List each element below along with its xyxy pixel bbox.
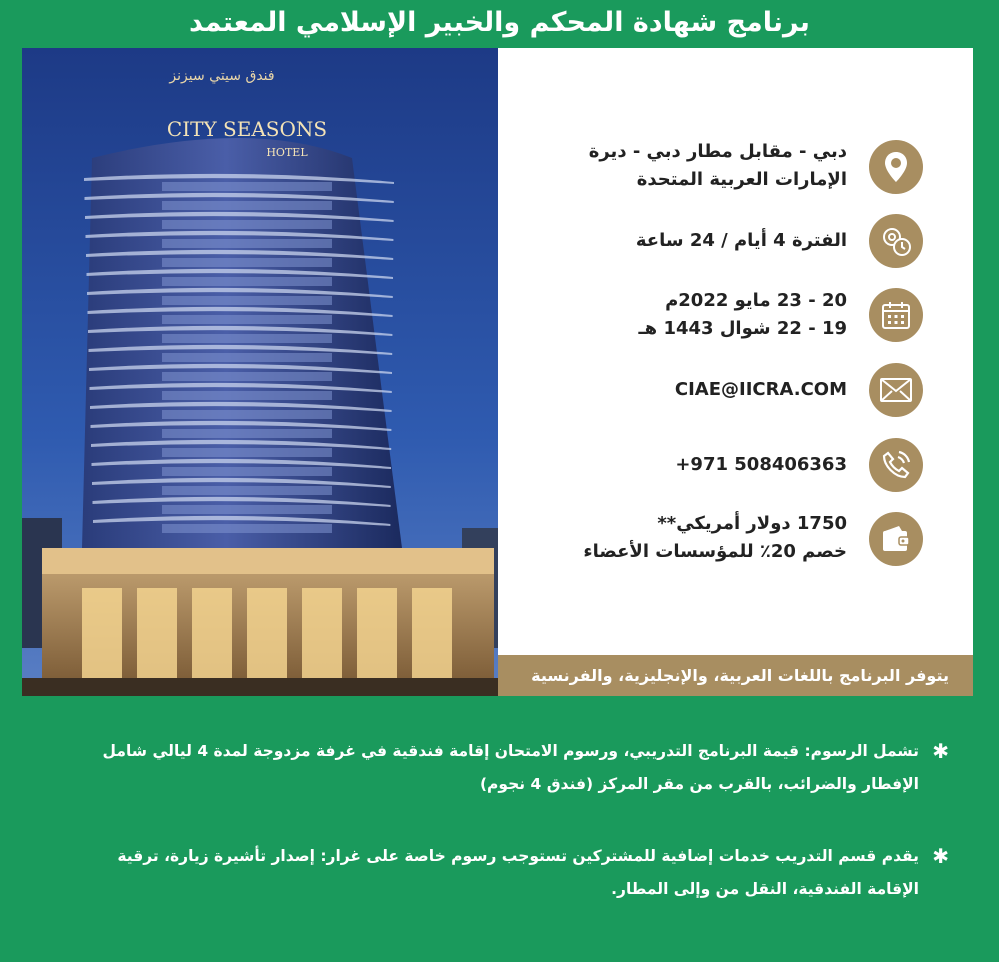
duration-text: الفترة 4 أيام / 24 ساعة xyxy=(635,230,847,251)
sign-arabic: فندق سيتي سيزنز xyxy=(169,68,275,84)
asterisk-icon: ✱ xyxy=(932,844,949,868)
location-pin-icon xyxy=(869,140,923,194)
fee-discount: خصم 20٪ للمؤسسات الأعضاء xyxy=(583,541,847,562)
sign-hotel: HOTEL xyxy=(266,146,308,159)
dates-gregorian: 20 - 23 مايو 2022م xyxy=(665,290,847,311)
dates-hijri: 19 - 22 شوال 1443 هـ xyxy=(638,318,847,339)
location-line1: دبي - مقابل مطار دبي - ديرة xyxy=(588,141,847,162)
fee-amount: 1750 دولار أمريكي** xyxy=(657,513,847,534)
asterisk-icon: ✱ xyxy=(932,739,949,763)
info-panel xyxy=(498,48,973,655)
email-text[interactable]: CIAE@IICRA.COM xyxy=(674,379,847,400)
sign-english: CITY SEASONS xyxy=(166,117,328,141)
gears-clock-icon xyxy=(869,214,923,268)
location-line2: الإمارات العربية المتحدة xyxy=(636,169,847,190)
note-fees: ✱ تشمل الرسوم: قيمة البرنامج التدريبي، ورسوم الامتحان إقامة فندقية في غرفة مزدوجة لمدة 4 ليالي شامل الإفطار والضرائب، بالقرب من مقر المركز (فندق 4 نجوم) xyxy=(99,735,919,801)
page-title: برنامج شهادة المحكم والخبير الإسلامي المعتمد xyxy=(189,7,810,38)
phone-text[interactable]: +971 508406363 xyxy=(675,454,847,475)
phone-icon xyxy=(869,438,923,492)
note-services: ✱ يقدم قسم التدريب خدمات إضافية للمشتركين تستوجب رسوم خاصة على غرار: إصدار تأشيرة زيارة، ترقية الإقامة الفندقية، النقل من وإلى المطار. xyxy=(99,840,919,906)
calendar-icon xyxy=(869,288,923,342)
wallet-icon xyxy=(869,512,923,566)
languages-bar: يتوفر البرنامج باللغات العربية، والإنجليزية، والفرنسية xyxy=(498,655,973,696)
hotel-photo xyxy=(22,48,498,696)
envelope-icon xyxy=(869,363,923,417)
